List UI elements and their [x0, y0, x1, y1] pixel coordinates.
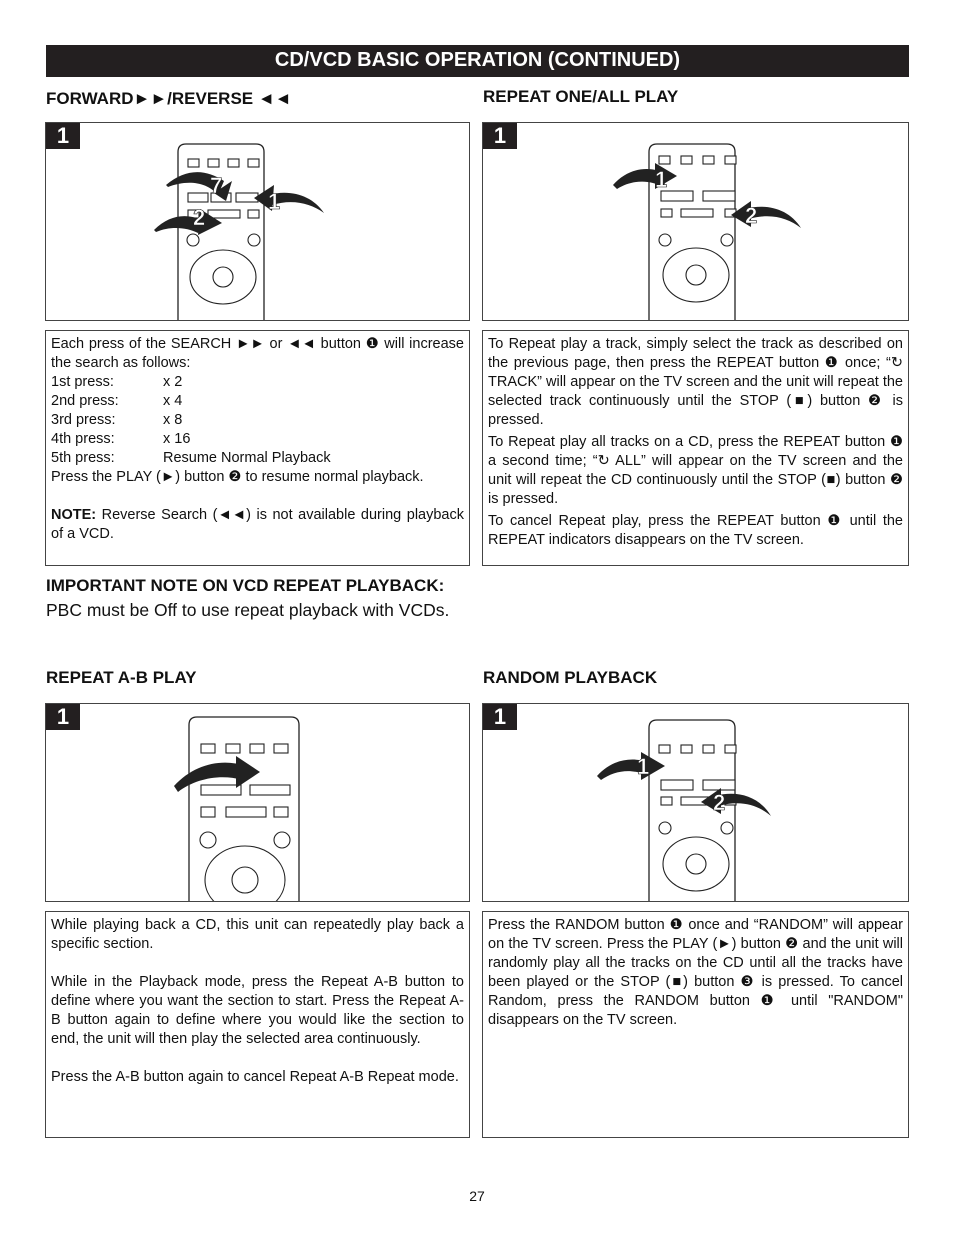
repeat-ab-cancel: Press the A-B button again to cancel Repeat A-B Repeat mode. — [51, 1069, 459, 1085]
resume-instruction: Press the PLAY (►) button ❷ to resume normal playback. — [51, 469, 424, 485]
repeat-ab-heading: REPEAT A-B PLAY — [46, 668, 197, 687]
repeat-track-paragraph: To Repeat play a track, simply select the track as described on the previous page, then press the REPEAT button ❶ once; “↻ TRACK” will appear on the TV screen and the unit will repeat the selected track continuously until the STOP (■) button ❷ is pressed. — [488, 336, 903, 428]
search-intro: Each press of the SEARCH ►► or ◄◄ button ❶ will increase the search as follows: — [51, 336, 464, 371]
forward-reverse-heading: FORWARD►►/REVERSE ◄◄ — [46, 89, 292, 108]
remote-illustration — [483, 704, 909, 902]
important-note-body: PBC must be Off to use repeat playback with VCDs. — [46, 600, 450, 620]
repeat-one-all-text — [482, 330, 909, 566]
page-number: 27 — [469, 1188, 485, 1204]
repeat-one-all-figure — [482, 122, 909, 321]
step-badge: 1 — [46, 123, 80, 149]
press-row: 4th press: x 16 — [51, 431, 191, 447]
random-playback-figure — [482, 703, 909, 902]
remote-illustration — [483, 123, 909, 321]
callout-2: 2 — [745, 203, 758, 228]
remote-illustration — [46, 704, 470, 902]
callout-2: 2 — [713, 790, 726, 815]
remote-illustration — [46, 123, 470, 321]
step-badge: 1 — [483, 123, 517, 149]
press-row: 1st press: x 2 — [51, 374, 183, 390]
callout-7: 7 — [210, 173, 223, 198]
vcd-note — [51, 506, 464, 544]
press-row: 2nd press: x 4 — [51, 393, 183, 409]
random-playback-heading: RANDOM PLAYBACK — [483, 668, 658, 687]
forward-reverse-text — [45, 330, 470, 566]
repeat-all-paragraph: To Repeat play all tracks on a CD, press the REPEAT button ❶ a second time; “↻ ALL” will appear on the TV screen and the unit will repeat the CD continuously until the STOP (■) button ❷ is pressed. — [488, 434, 903, 507]
note-label: NOTE: — [51, 507, 97, 523]
step-badge: 1 — [46, 704, 80, 730]
repeat-ab-instructions: While in the Playback mode, press the Repeat A-B button to define where you want the section to start. Press the Repeat A-B button again to define where you would like the section to end, the unit will then play the selected area continuously. — [51, 974, 464, 1047]
repeat-ab-intro: While playing back a CD, this unit can repeatedly play back a specific section. — [51, 917, 464, 952]
random-playback-paragraph: Press the RANDOM button ❶ once and “RANDOM” will appear on the TV screen. Press the PLAY (►) button ❷ and the unit will randomly play all the tracks on the CD until all the tracks have been played or the STOP (■) button ❸ is pressed. To cancel Random, press the RANDOM button ❶ until "RANDOM" disappears on the TV screen. — [488, 917, 903, 1028]
callout-2: 2 — [193, 205, 206, 230]
note-text: Reverse Search (◄◄) is not available during playback of a VCD. — [51, 507, 464, 542]
important-note-heading: IMPORTANT NOTE ON VCD REPEAT PLAYBACK: — [46, 576, 445, 595]
callout-1: 1 — [637, 754, 650, 779]
repeat-ab-figure — [45, 703, 470, 902]
random-playback-text — [482, 911, 909, 1138]
repeat-one-all-heading: REPEAT ONE/ALL PLAY — [483, 87, 679, 106]
press-row: 5th press: Resume Normal Playback — [51, 450, 331, 466]
press-row: 3rd press: x 8 — [51, 412, 183, 428]
callout-1: 1 — [268, 189, 281, 214]
forward-reverse-figure — [45, 122, 470, 321]
cancel-repeat-paragraph: To cancel Repeat play, press the REPEAT button ❶ until the REPEAT indicators disappears on the TV screen. — [488, 513, 903, 548]
repeat-ab-text — [45, 911, 470, 1138]
callout-1: 1 — [655, 167, 668, 192]
step-badge: 1 — [483, 704, 517, 730]
page-title: CD/VCD BASIC OPERATION (CONTINUED) — [46, 45, 909, 77]
